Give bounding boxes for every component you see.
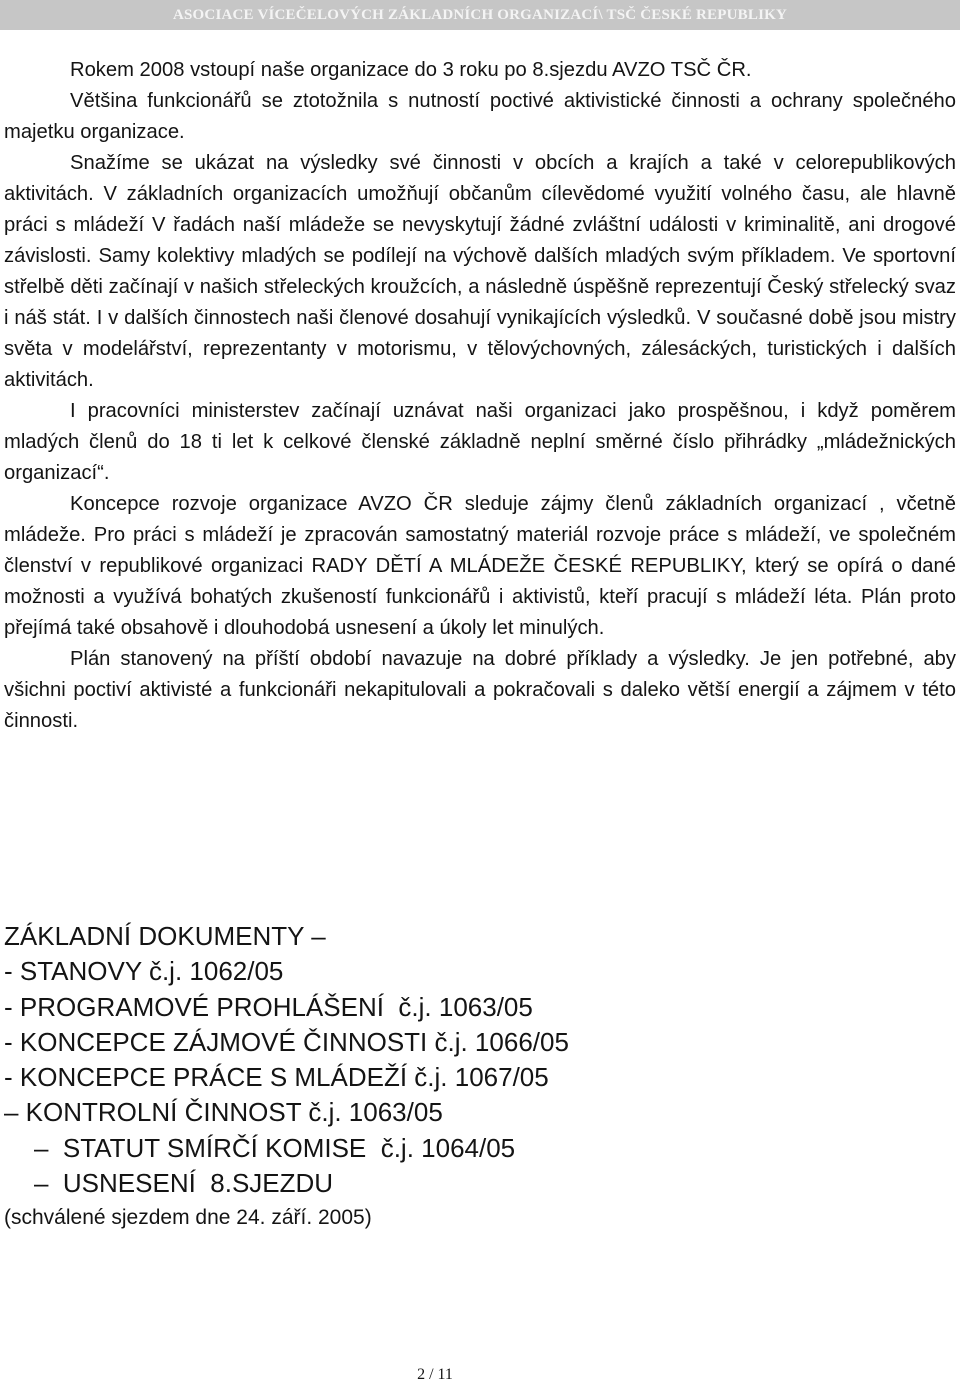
paragraph-5: Koncepce rozvoje organizace AVZO ČR sleduje zájmy členů základních organizací , včetně mládeže. Pro práci s mládeží je zpracován samostatný materiál rozvoje práce s mládeží, ve společném členství v republikové organizaci RADY DĚTÍ A MLÁDEŽE ČESKÉ REPUBLIKY, který se opírá o dané možnosti a využívá bohatých zkušeností funkcionářů i aktivistů, kteří pracují s mládeží léta. Plán proto přejímá také obsahově i dlouhodobá usnesení a úkoly let minulých. [4,493,956,639]
document-item: - STANOVY č.j. 1062/05 [4,956,284,987]
document-item: - KONCEPCE ZÁJMOVÉ ČINNOSTI č.j. 1066/05 [4,1026,569,1057]
documents-list [4,919,956,1233]
paragraph-1: Rokem 2008 vstoupí naše organizace do 3 roku po 8.sjezdu AVZO TSČ ČR. [70,59,752,81]
page-number: 2 / 11 [417,1366,453,1383]
document-item: – STATUT SMÍRČÍ KOMISE č.j. 1064/05 [34,1132,516,1163]
page-header: ASOCIACE VÍCEČELOVÝCH ZÁKLADNÍCH ORGANIZACÍ\ TSČ ČESKÉ REPUBLIKY [0,0,960,30]
paragraph-6: Plán stanovený na příští období navazuje na dobré příklady a výsledky. Je jen potřebné, aby všichni poctiví aktivisté a funkcionáři nekapitulovali a pokračovali s daleko větší energií a zájmem v této činnosti. [4,648,956,732]
paragraph-3: Snažíme se ukázat na výsledky své činnosti v obcích a krajích a také v celorepublikových aktivitách. V základních organizacích umožňují občanům cílevědomé využití volného času, ale hlavně práci s mládeží V řadách naší mládeže se nevyskytují žádné zvláštní události v kriminalitě, ani drogové závislosti. Samy kolektivy mladých se podílejí na výchově dalších mladých svým příkladem. Ve sportovní střelbě děti začínají v našich střeleckých kroužcích, a následně úspěšně reprezentují Český střelecký svaz i náš stát. I v dalších činnostech naši členové dosahují vynikajících výsledků. V současné době jsou mistry světa v modelářství, reprezentanty v motorismu, v tělovýchovných, zálesáckých, turistických i dalších aktivitách. [4,152,956,391]
paragraph-4: I pracovníci ministerstev začínají uznávat naši organizaci jako prospěšnou, i když poměrem mladých členů do 18 ti let k celkové členské základně neplní směrné číslo přihrádky „mládežnických organizací“. [4,400,956,484]
document-item: – USNESENÍ 8.SJEZDU [34,1168,334,1199]
documents-heading: ZÁKLADNÍ DOKUMENTY – [4,921,326,951]
paragraph-2: Většina funkcionářů se ztotožnila s nutností poctivé aktivistické činnosti a ochrany společného majetku organizace. [4,90,956,143]
document-item: - PROGRAMOVÉ PROHLÁŠENÍ č.j. 1063/05 [4,991,533,1022]
approval-note: (schválené sjezdem dne 24. září. 2005) [4,1206,372,1230]
body-text [4,55,956,737]
document-item: - KONCEPCE PRÁCE S MLÁDEŽÍ č.j. 1067/05 [4,1062,549,1093]
document-item: – KONTROLNÍ ČINNOST č.j. 1063/05 [4,1097,443,1128]
